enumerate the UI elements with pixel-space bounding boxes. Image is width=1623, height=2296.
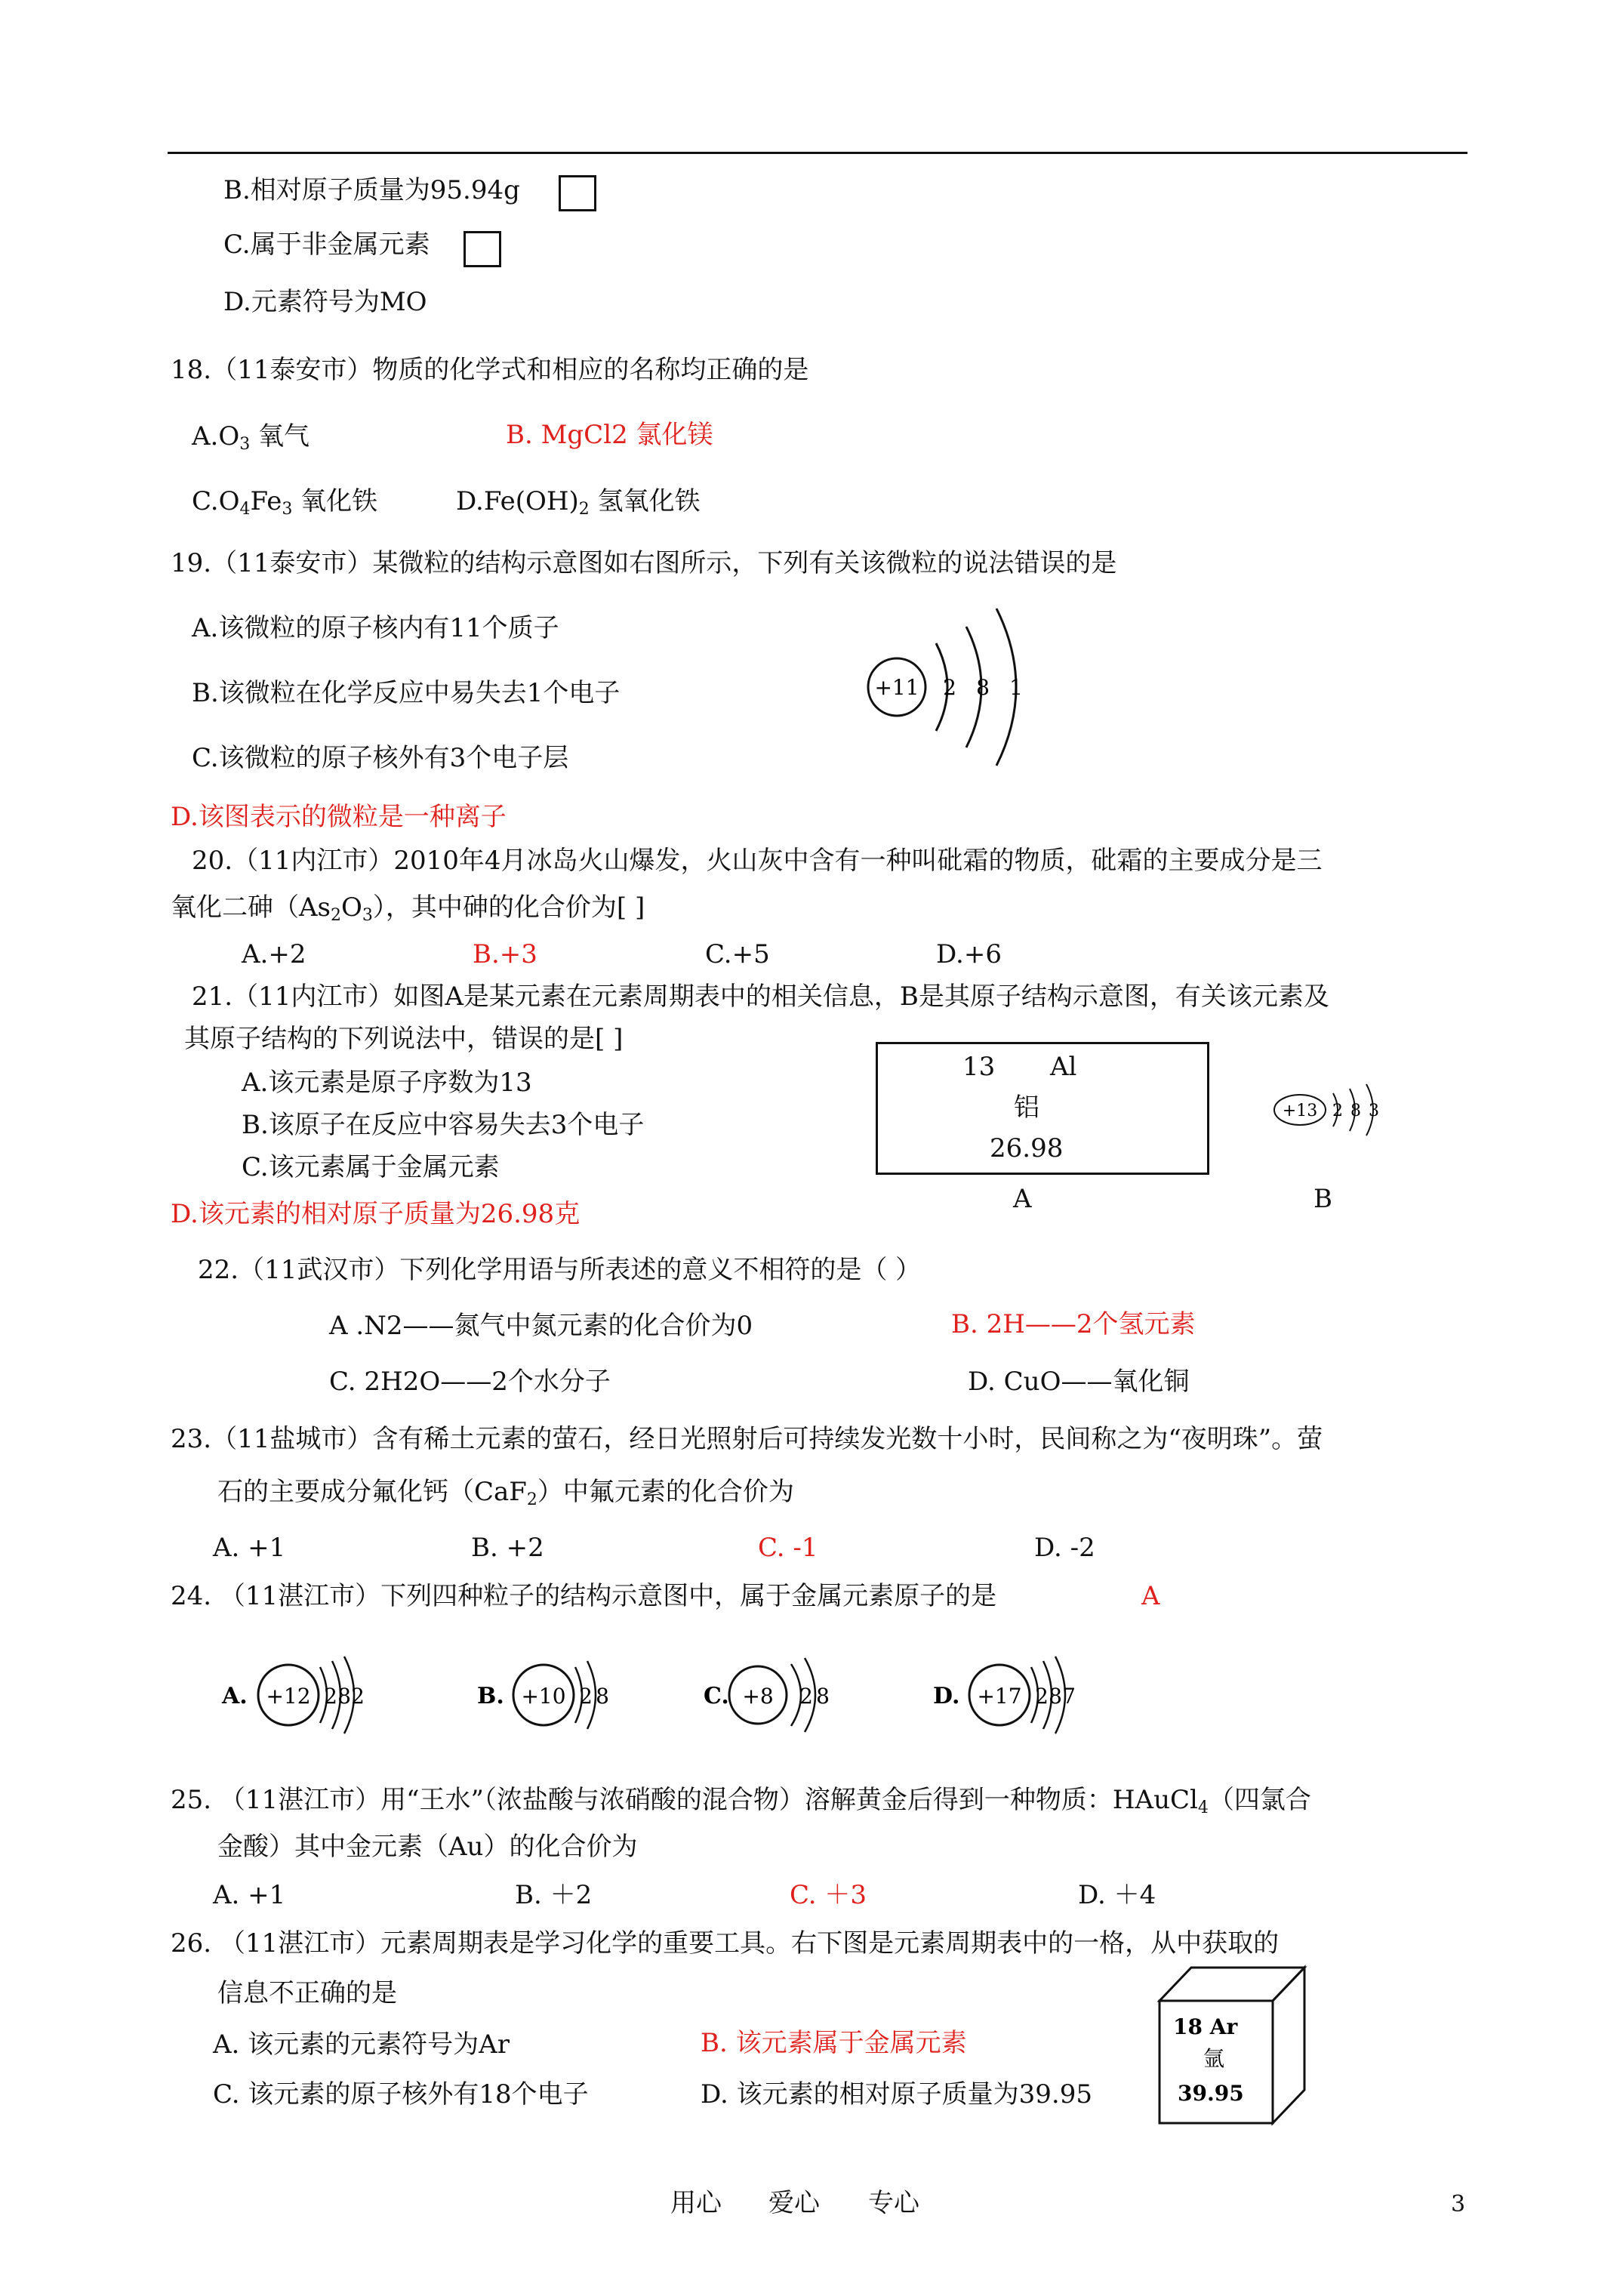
footer-motto-2: 爱心 [768,2188,820,2218]
q23-option-c: C. -1 [758,1533,818,1563]
q26-element-cell [1156,1963,1310,2129]
q22-option-d: D. CuO——氧化铜 [968,1367,1190,1397]
q18-option-d: $D.Fe(OH)_2$ 氢氧化铁 [456,486,701,519]
q24-particle-d-nucleus: +17 [977,1684,1022,1709]
footer-motto-3: 专心 [868,2188,919,2218]
q18-stem: 18.（11泰安市）物质的化学式和相应的名称均正确的是 [171,355,809,385]
q24-particle-a-shell-1: 2 [324,1684,337,1709]
q25-option-b: B. ＋2 [515,1880,593,1910]
q24-particle-c [701,1653,867,1737]
q22-stem: 22.（11武汉市）下列化学用语与所表述的意义不相符的是（ ） [198,1255,922,1285]
q22-option-c: C. 2H2O——2个水分子 [329,1367,611,1397]
q21-option-a: A.该元素是原子序数为13 [242,1068,532,1098]
q20-option-d: D.+6 [936,939,1002,969]
q21-nucleus-label: +13 [1282,1102,1318,1120]
q24-particle-c-shell-2: 8 [816,1684,830,1709]
q17-option-b: B.相对原子质量为95.94g [223,175,520,205]
q20-option-c: C.+5 [705,939,770,969]
q21-option-b: B.该原子在反应中容易失去3个电子 [242,1110,645,1140]
q24-particle-d [930,1653,1096,1737]
q24-particle-d-shell-1: 2 [1035,1684,1049,1709]
q26-option-a: A. 该元素的元素符号为Ar [213,2029,510,2060]
footer-motto-1: 用心 [670,2188,722,2218]
q26-line2: 信息不正确的是 [217,1978,397,2008]
q18-option-c: $C.O_4Fe_3$ 氧化铁 [192,486,378,519]
q26-option-c: C. 该元素的原子核外有18个电子 [213,2079,589,2110]
q24-particle-b-nucleus: +10 [521,1684,566,1709]
q24-particle-d-label: D. [933,1683,960,1709]
q21-shell-3: 3 [1369,1102,1379,1120]
q19-option-a: A.该微粒的原子核内有11个质子 [192,613,559,643]
q25-option-c: C. ＋3 [790,1880,867,1910]
q24-particle-c-nucleus: +8 [742,1684,774,1709]
q26-line1: 26. （11湛江市）元素周期表是学习化学的重要工具。右下图是元素周期表中的一格，从中获取的 [171,1928,1280,1959]
q18-option-a: $A.O_3$ 氧气 [192,421,310,454]
q26-cell-top: 18 Ar [1173,2014,1238,2039]
q20-line2: 氧化二砷$(As_2O_3)$，其中砷的化合价为[ ] [171,892,645,925]
q26-option-d: D. 该元素的相对原子质量为39.95 [701,2079,1092,2110]
q21-option-d: D.该元素的相对原子质量为26.98克 [171,1199,581,1229]
q24-particle-b-label: B. [477,1683,504,1709]
q20-line1: 20.（11内江市）2010年4月冰岛火山爆发，火山灰中含有一种叫砒霜的物质，砒霜的主要成分是三 [192,846,1323,876]
q21-atom-diagram [1271,1080,1407,1140]
q23-option-d: D. -2 [1034,1533,1095,1563]
q21-card-symbol: Al [1050,1052,1077,1082]
q21-label-a: A [1013,1184,1032,1214]
q19-option-b: B.该微粒在化学反应中易失去1个电子 [192,678,621,708]
q17-option-c: C.属于非金属元素 [223,230,430,260]
header-rule [168,152,1467,154]
q21-line2: 其原子结构的下列说法中，错误的是[ ] [184,1024,624,1054]
q23-option-a: A. +1 [213,1533,286,1563]
q21-card-number: 13 [962,1052,996,1082]
q25-option-a: A. +1 [213,1880,286,1910]
q24-particle-b [474,1653,640,1737]
q26-cell-mass: 39.95 [1178,2081,1244,2106]
q20-option-a: A.+2 [242,939,306,969]
q24-particle-a [219,1653,385,1737]
q24-particle-a-label: A. [222,1683,248,1709]
q21-shell-1: 2 [1332,1102,1343,1120]
q19-option-d: D.该图表示的微粒是一种离子 [171,802,507,832]
q22-option-a: A .N2——氮气中氮元素的化合价为0 [329,1311,753,1341]
q24-particle-d-shell-3: 7 [1062,1684,1076,1709]
q22-option-b: B. 2H——2个氢元素 [951,1309,1196,1339]
q24-particle-c-shell-1: 2 [799,1684,813,1709]
q24-answer: A [1141,1581,1160,1611]
q24-particle-c-label: C. [704,1683,729,1709]
q24-particle-b-shell-1: 2 [579,1684,593,1709]
q25-line2: 金酸）其中金元素（Au）的化合价为 [217,1832,638,1862]
q18-option-b: B. MgCl2 氯化镁 [506,420,713,450]
q21-shell-2: 8 [1350,1102,1361,1120]
q24-particle-a-shell-2: 8 [337,1684,351,1709]
q23-option-b: B. +2 [471,1533,544,1563]
q25-option-d: D. ＋4 [1078,1880,1156,1910]
q17-answer-box-c[interactable] [463,231,501,267]
q19-option-c: C.该微粒的原子核外有3个电子层 [192,743,569,773]
q25-line1: 25. （11湛江市）用“王水”（浓盐酸与浓硝酸的混合物）溶解黄金后得到一种物质：HAuCl$_4$（四氯合 [171,1785,1311,1817]
q19-stem: 19.（11泰安市）某微粒的结构示意图如右图所示，下列有关该微粒的说法错误的是 [171,548,1117,578]
q21-label-b: B [1313,1184,1332,1214]
q24-particle-a-shell-3: 2 [351,1684,365,1709]
q26-cell-name: 氩 [1203,2046,1225,2071]
q17-answer-box-b[interactable] [559,175,596,211]
q23-line1: 23.（11盐城市）含有稀土元素的萤石，经日光照射后可持续发光数十小时，民间称之为“夜明珠”。萤 [171,1424,1323,1454]
q21-option-c: C.该元素属于金属元素 [242,1152,500,1182]
q24-particle-b-shell-2: 8 [596,1684,609,1709]
q19-shell-1: 2 [943,675,956,700]
q17-option-d: D.元素符号为MO [223,287,427,317]
q21-element-card [876,1042,1209,1175]
q20-option-b: B.+3 [473,939,537,969]
q19-shell-3: 1 [1009,675,1023,700]
q21-card-mass: 26.98 [990,1133,1064,1163]
q19-atom-diagram [861,596,1072,778]
q19-shell-2: 8 [976,675,990,700]
q24-particle-d-shell-2: 8 [1049,1684,1062,1709]
q26-option-b: B. 该元素属于金属元素 [701,2028,967,2058]
q21-card-name: 铝 [1014,1093,1039,1123]
q24-stem: 24. （11湛江市）下列四种粒子的结构示意图中，属于金属元素原子的是 [171,1581,997,1611]
q21-line1: 21.（11内江市）如图A是某元素在元素周期表中的相关信息，B是其原子结构示意图，有关该元素及 [192,982,1329,1012]
q24-particle-a-nucleus: +12 [266,1684,311,1709]
page-number: 3 [1451,2191,1466,2217]
q23-line2: 石的主要成分氟化钙（CaF$_2$）中氟元素的化合价为 [217,1477,794,1509]
q19-nucleus-label: +11 [874,675,919,700]
